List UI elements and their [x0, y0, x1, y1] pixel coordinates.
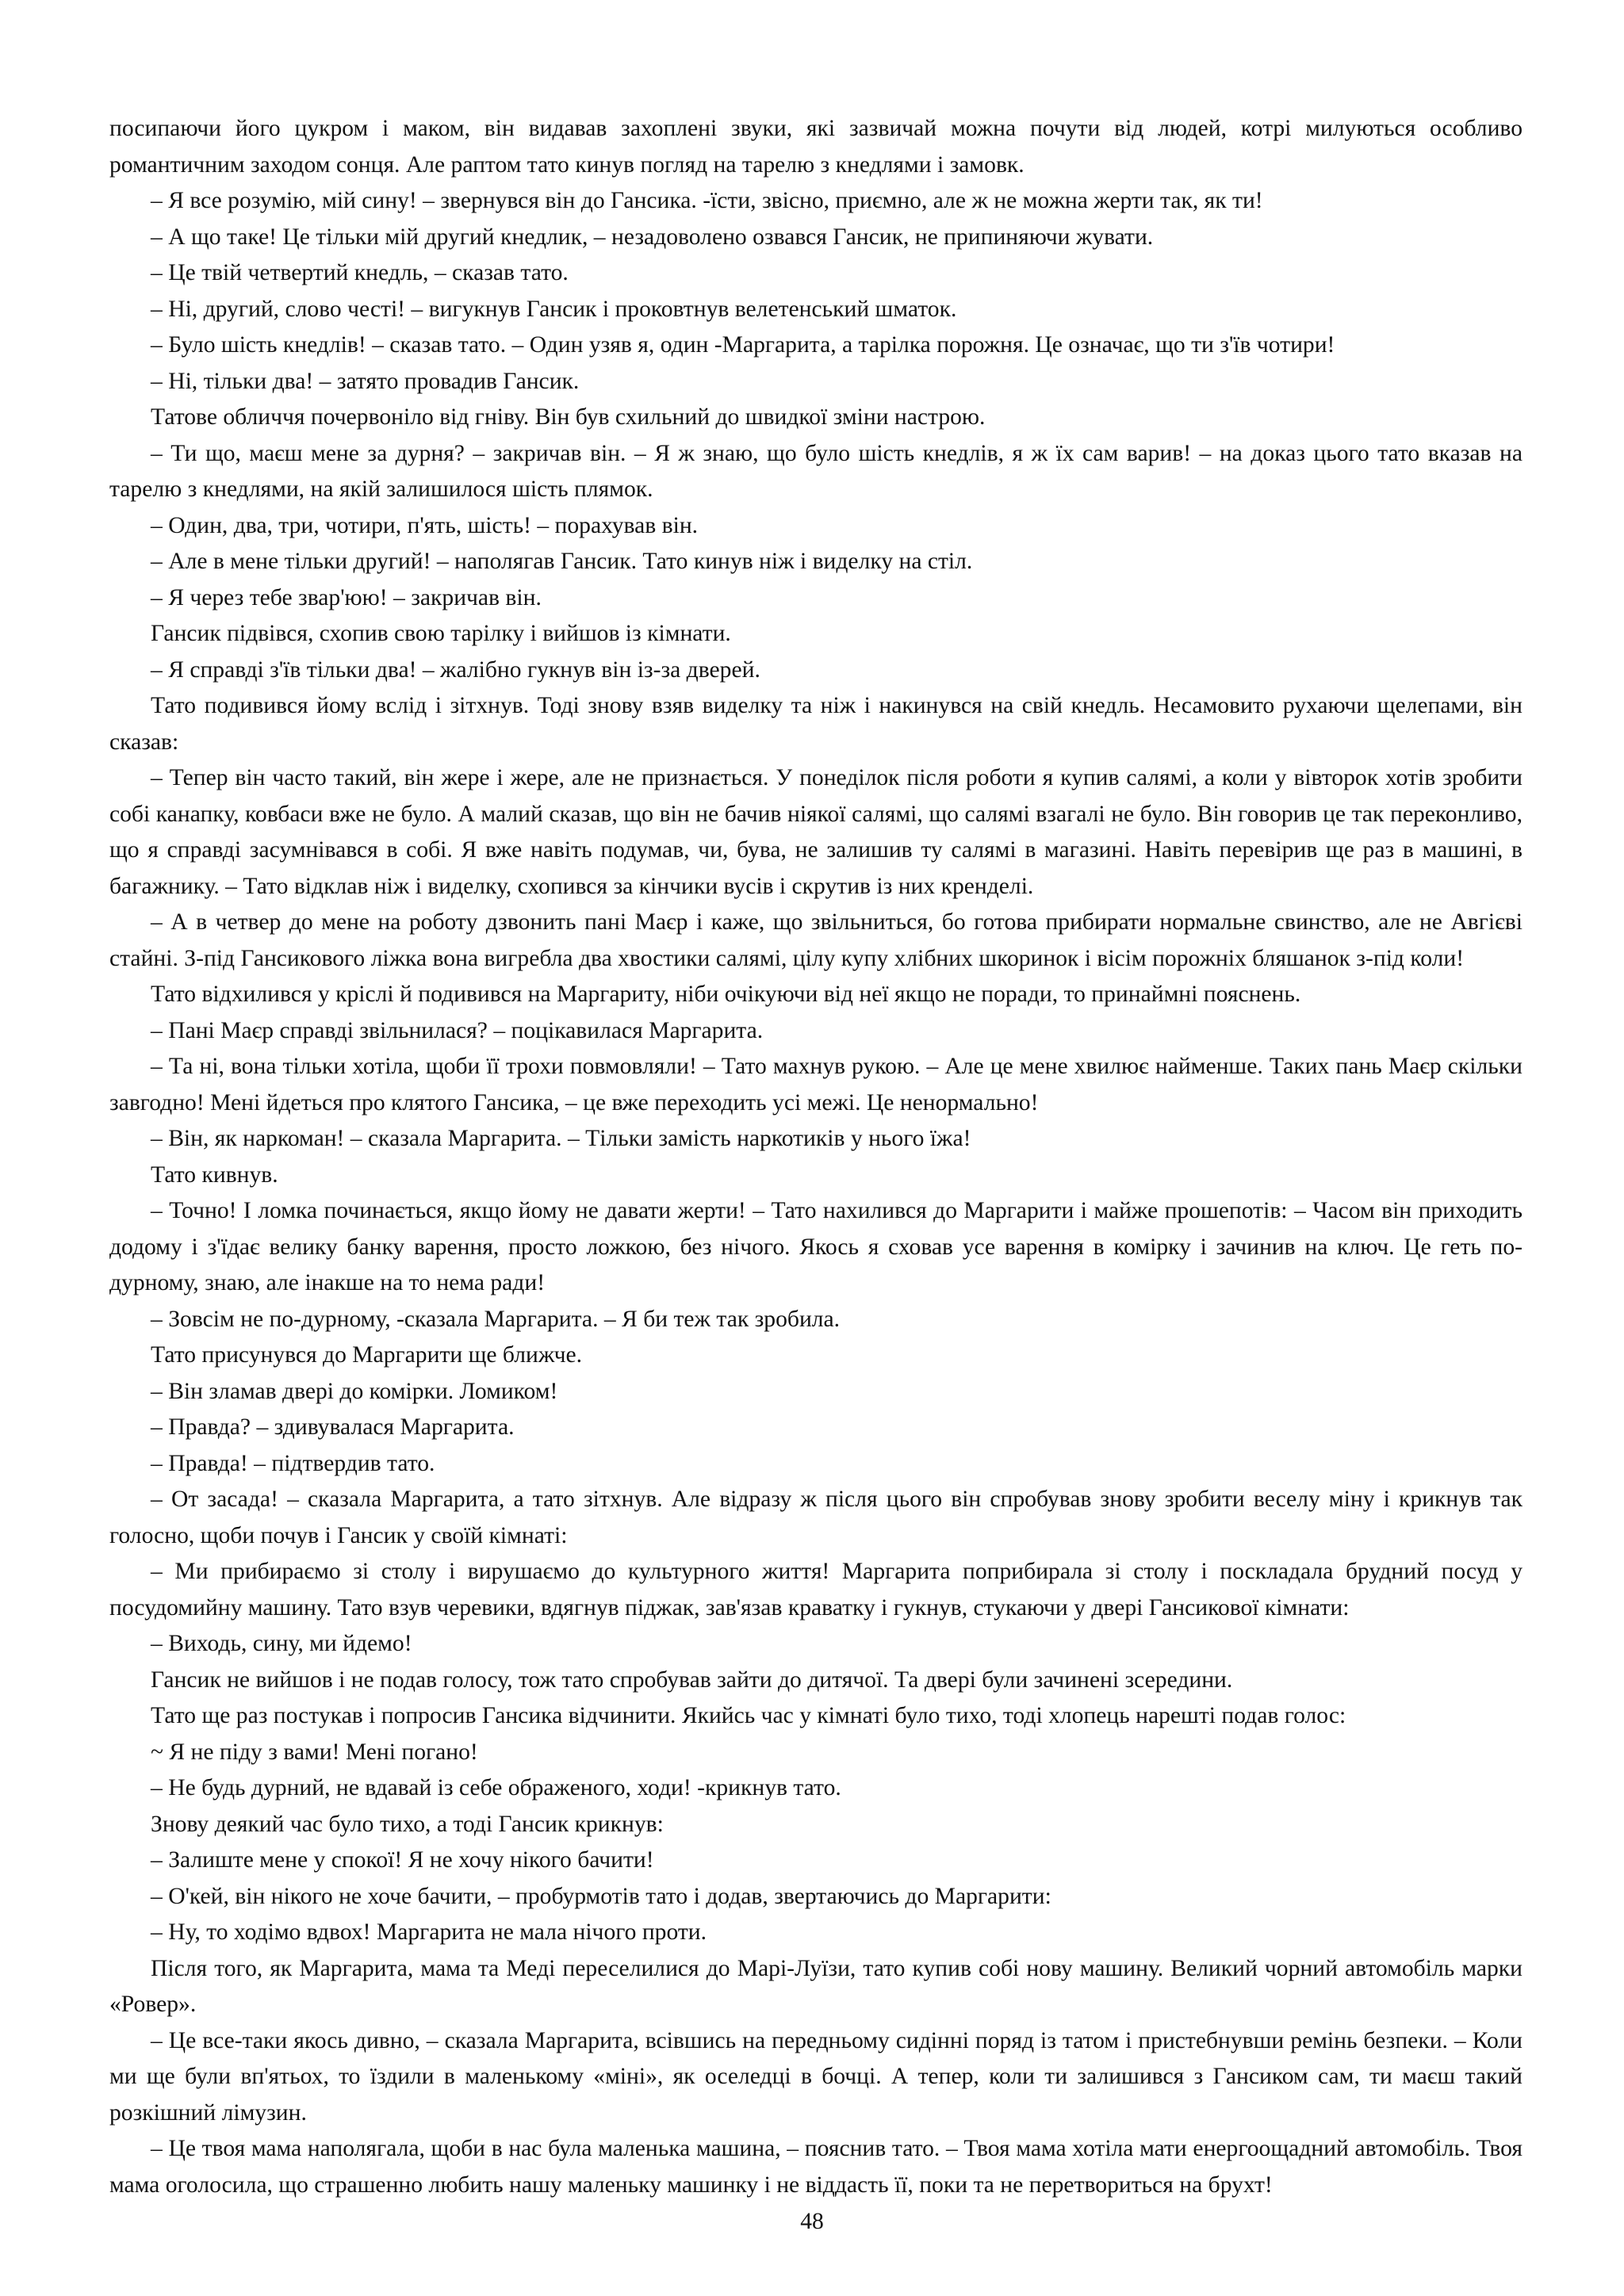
paragraph: Тато присунувся до Маргарити ще ближче. — [151, 1342, 582, 1368]
paragraph: – Я справді з'їв тільки два! – жалібно гукнув він із-за дверей. — [151, 656, 760, 683]
paragraph: ~ Я не піду з вами! Мені погано! — [151, 1739, 478, 1765]
paragraph: Тато кивнув. — [151, 1161, 278, 1188]
paragraph: – Тепер він часто такий, він жере і жере, але не признається. У понеділок після роботи я купив салямі, а коли у вівторок хотів зробити собі канапку, ковбаси вже не було. А малий сказав, що він не бачив ніякої салямі, що салямі взагалі не було. Він говорив це так переконливо, що я справді засумнівався в собі. Я вже навіть подумав, чи, бува, не залишив ту салямі в магазині. Навіть перевірив ще раз в машині, в багажнику. – Тато відклав ніж і виделку, схопився за кінчики вусів і скрутив із них кренделі. — [109, 765, 1522, 899]
paragraph: – Ну, то ходімо вдвох! Маргарита не мала нічого проти. — [151, 1919, 707, 1945]
paragraph: – Ні, другий, слово честі! – вигукнув Гансик і проковтнув велетенський шматок. — [151, 296, 957, 322]
paragraph: – Це твій четвертий кнедль, – сказав тато. — [151, 260, 569, 285]
paragraph: – Виходь, сину, ми йдемо! — [151, 1631, 412, 1656]
paragraph: Після того, як Маргарита, мама та Меді переселилися до Марі-Луїзи, тато купив собі нову машину. Великий чорний автомобіль марки «Ровер». — [109, 1955, 1522, 2017]
paragraph: Тато відхилився у кріслі й подивився на Маргариту, ніби очікуючи від неї якщо не поради, то принаймні пояснень. — [151, 982, 1301, 1007]
paragraph: – Він зламав двері до комірки. Ломиком! — [151, 1378, 558, 1404]
paragraph: – Правда! – підтвердив тато. — [151, 1450, 435, 1476]
paragraph: – От засада! – сказала Маргарита, а тато зітхнув. Але відразу ж після цього він спробував знову зробити веселу міну і крикнув так голосно, щоби почув і Гансик у своїй кімнаті: — [109, 1487, 1522, 1548]
page-body-text — [109, 111, 1522, 2203]
paragraph: – Залиште мене у спокої! Я не хочу нікого бачити! — [151, 1847, 654, 1873]
paragraph: – А в четвер до мене на роботу дзвонить пані Маєр і каже, що звільниться, бо готова прибирати нормальне свинство, але не Авгієві стайні. З-під Гансикового ліжка вона вигребла два хвостики салямі, цілу купу хлібних шкоринок і вісім порожніх бляшанок з-під коли! — [109, 909, 1522, 971]
paragraph: – Я через тебе звар'юю! – закричав він. — [151, 584, 542, 610]
paragraph: Знову деякий час було тихо, а тоді Гансик крикнув: — [151, 1811, 664, 1837]
paragraph: Гансик не вийшов і не подав голосу, тож тато спробував зайти до дитячої. Та двері були зачинені зсередини. — [151, 1667, 1233, 1693]
paragraph: – Точно! І ломка починається, якщо йому не давати жерти! – Тато нахилився до Маргарити і майже прошепотів: – Часом він приходить додому і з'їдає велику банку варення, просто ложкою, без нічого. Якось я сховав усе варення в комірку і зачинив на ключ. Це геть по-дурному, знаю, але інакше на то нема ради! — [109, 1198, 1522, 1295]
paragraph: – Пані Маєр справді звільнилася? – поцікавилася Маргарита. — [151, 1017, 764, 1043]
paragraph: – О'кей, він нікого не хоче бачити, – пробурмотів тато і додав, звертаючись до Маргарити: — [151, 1883, 1051, 1909]
paragraph: – Ми прибираємо зі столу і вирушаємо до культурного життя! Маргарита поприбирала зі столу і поскладала брудний посуд у посудомийну машину. Тато взув черевики, вдягнув піджак, зав'язав краватку і гукнув, стукаючи у двері Гансикової кімнати: — [109, 1559, 1522, 1621]
paragraph: Гансик підвівся, схопив свою тарілку і вийшов із кімнати. — [151, 621, 731, 646]
paragraph: – Не будь дурний, не вдавай із себе ображеного, ходи! -крикнув тато. — [151, 1775, 841, 1800]
paragraph: – Це твоя мама наполягала, щоби в нас була маленька машина, – пояснив тато. – Твоя мама хотіла мати енергоощадний автомобіль. Твоя мама оголосила, що страшенно любить нашу маленьку машинку і не віддасть її, поки та не перетвориться на брухт! — [109, 2136, 1522, 2198]
paragraph: – Правда? – здивувалася Маргарита. — [151, 1414, 515, 1440]
paragraph: Тато ще раз постукав і попросив Гансика відчинити. Якийсь час у кімнаті було тихо, тоді хлопець нарешті подав голос: — [151, 1703, 1346, 1728]
paragraph: – Та ні, вона тільки хотіла, щоби її трохи повмовляли! – Тато махнув рукою. – Але це мене хвилює найменше. Таких пань Маєр скільки завгодно! Мені йдеться про клятого Гансика, – це вже переходить усі межі. Це ненормально! — [109, 1054, 1522, 1115]
paragraph: – Один, два, три, чотири, п'ять, шість! – порахував він. — [151, 512, 699, 538]
page-number: 48 — [800, 2209, 824, 2234]
paragraph: – Він, як наркоман! – сказала Маргарита. – Тільки замість наркотиків у нього їжа! — [151, 1126, 971, 1151]
paragraph: – Було шість кнедлів! – сказав тато. – Один узяв я, один -Маргарита, а тарілка порожня. Це означає, що ти з'їв чотири! — [151, 332, 1335, 358]
paragraph: – Я все розумію, мій сину! – звернувся він до Гансика. -їсти, звісно, приємно, але ж не можна жерти так, як ти! — [151, 188, 1263, 213]
paragraph: – А що таке! Це тільки мій другий кнедлик, – незадоволено озвався Гансик, не припиняючи жувати. — [151, 224, 1154, 250]
paragraph: – Це все-таки якось дивно, – сказала Маргарита, всівшись на передньому сидінні поряд із татом і пристебнувши ремінь безпеки. – Коли ми ще були вп'ятьох, то їздили в маленькому «міні», як оселедці в бочці. А тепер, коли ти залишився з Гансиком сам, ти маєш такий розкішний лімузин. — [109, 2027, 1522, 2126]
paragraph: – Зовсім не по-дурному, -сказала Маргарита. – Я би теж так зробила. — [151, 1306, 841, 1332]
paragraph: Тато подивився йому вслід і зітхнув. Тоді знову взяв виделку та ніж і накинувся на свій кнедль. Несамовито рухаючи щелепами, він сказав: — [109, 693, 1522, 755]
paragraph: – Але в мене тільки другий! – наполягав Гансик. Тато кинув ніж і виделку на стіл. — [151, 549, 973, 574]
paragraph: Татове обличчя почервоніло від гніву. Він був схильний до швидкої зміни настрою. — [151, 404, 986, 430]
paragraph: – Ні, тільки два! – затято провадив Гансик. — [151, 368, 580, 394]
paragraph: – Ти що, маєш мене за дурня? – закричав він. – Я ж знаю, що було шість кнедлів, я ж їх сам варив! – на доказ цього тато вказав на тарелю з кнедлями, на якій залишилося шість плямок. — [109, 440, 1522, 502]
paragraph: посипаючи його цукром і маком, він видавав захоплені звуки, які зазвичай можна почути від людей, котрі милуються особливо романтичним заходом сонця. Але раптом тато кинув погляд на тарелю з кнедлями і замовк. — [109, 116, 1522, 178]
